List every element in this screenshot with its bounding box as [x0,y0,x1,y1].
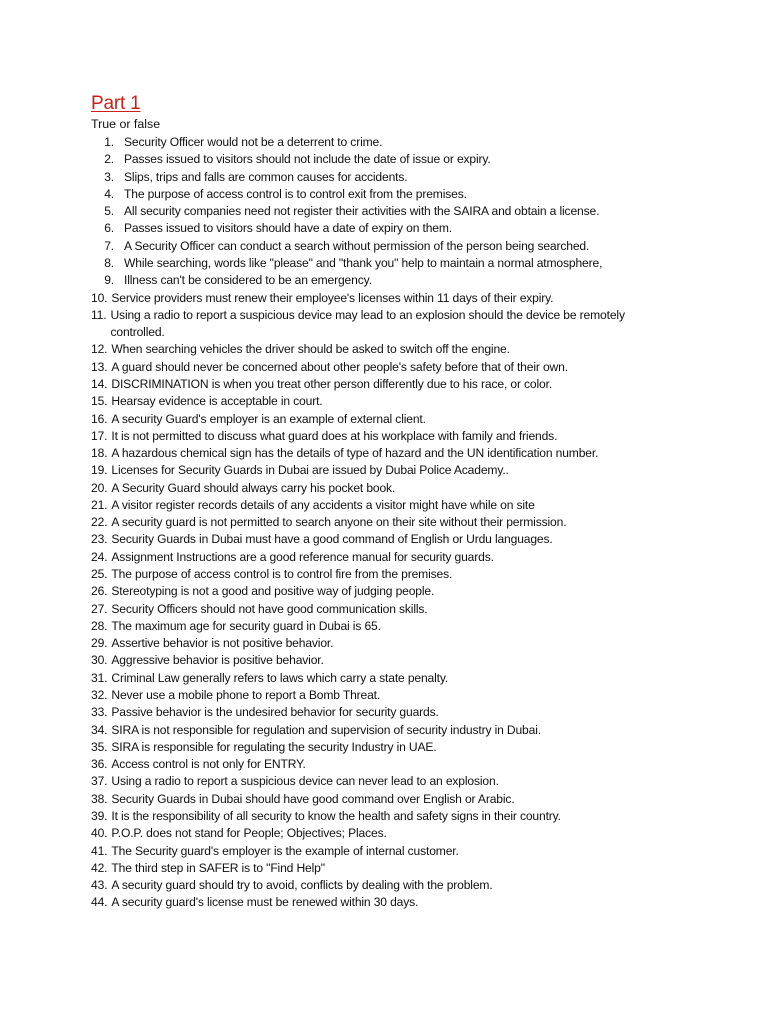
question-number: 21. [91,497,108,512]
question-text: The maximum age for security guard in Dubai is 65. [111,618,381,633]
question-item [91,220,681,237]
question-item [91,808,681,825]
question-number: 10. [91,290,108,305]
question-text: Hearsay evidence is acceptable in court. [111,394,323,409]
question-text: Passive behavior is the undesired behavior for security guards. [111,705,439,720]
question-item [91,151,681,168]
question-text: Passes issued to visitors should not include the date of issue or expiry. [124,152,491,167]
question-number: 25. [91,567,108,582]
question-text: A Security Guard should always carry his pocket book. [111,480,396,495]
question-number: 5. [104,204,114,219]
question-item [91,739,681,756]
question-item [91,359,681,376]
question-number: 30. [91,653,108,668]
question-item [91,186,681,203]
question-item [91,894,681,911]
part-heading: Part 1 [91,93,141,114]
question-item [91,462,681,479]
question-item [91,877,681,894]
question-number: 38. [91,791,108,806]
question-text: A hazardous chemical sign has the details of type of hazard and the UN identification number. [111,446,599,461]
question-item [91,238,681,255]
question-item [91,843,681,860]
question-text: DISCRIMINATION is when you treat other person differently due to his race, or color. [111,376,553,391]
question-item [91,722,681,739]
question-item [91,704,681,721]
question-text: A security guard's license must be renewed within 30 days. [111,895,419,910]
question-item [91,618,681,635]
question-text: Stereotyping is not a good and positive way of judging people. [111,584,435,599]
question-item [91,635,681,652]
question-item [91,255,681,272]
question-text: A security guard is not permitted to search anyone on their site without their permission. [111,515,567,530]
question-item [91,169,681,186]
question-text: The Security guard's employer is the example of internal customer. [111,843,459,858]
question-number: 24. [91,549,108,564]
question-text: Passes issued to visitors should have a date of expiry on them. [124,221,453,236]
question-text: A Security Officer can conduct a search without permission of the person being searched. [124,238,590,253]
question-text: SIRA is not responsible for regulation and supervision of security industry in Dubai. [111,722,541,737]
question-number: 18. [91,446,108,461]
question-item [91,601,681,618]
question-number: 34. [91,722,108,737]
question-number: 13. [91,359,108,374]
question-number: 44. [91,895,108,910]
question-item [91,497,681,514]
question-number: 31. [91,670,108,685]
question-number: 15. [91,394,108,409]
question-text: When searching vehicles the driver should be asked to switch off the engine. [111,342,510,357]
question-text: The purpose of access control is to control exit from the premises. [124,186,467,201]
question-item [91,290,681,307]
question-number: 36. [91,757,108,772]
question-text: Slips, trips and falls are common causes for accidents. [124,169,408,184]
question-number: 11. [91,307,107,322]
question-item [91,583,681,600]
question-number: 2. [104,152,114,167]
question-number: 12. [91,342,108,357]
question-text: The third step in SAFER is to "Find Help" [111,860,325,875]
question-text: A security Guard's employer is an example of external client. [111,411,426,426]
question-item [91,393,681,410]
question-item [91,670,681,687]
question-number: 35. [91,739,108,754]
question-list [91,134,681,912]
question-text: Security Officer would not be a deterrent to crime. [124,135,383,149]
question-number: 23. [91,532,108,547]
question-number: 32. [91,688,108,702]
question-item [91,531,681,548]
question-text: Assertive behavior is not positive behavior. [111,636,334,651]
question-item [91,860,681,877]
question-number: 27. [91,601,108,616]
question-text: Criminal Law generally refers to laws which carry a state penalty. [111,670,449,685]
question-number: 40. [91,826,108,841]
question-text: Security Officers should not have good communication skills. [111,601,428,616]
question-item [91,134,681,151]
question-text: Aggressive behavior is positive behavior. [111,653,324,668]
question-text: Licenses for Security Guards in Dubai are issued by Dubai Police Academy.. [111,463,509,478]
question-number: 6. [104,221,114,236]
question-number: 14. [91,376,108,391]
question-number: 3. [104,169,114,184]
question-item [91,549,681,566]
question-text: Illness can't be considered to be an emergency. [124,273,372,288]
question-number: 7. [104,238,114,253]
question-text: SIRA is responsible for regulating the security Industry in UAE. [111,739,437,754]
question-text: Service providers must renew their employee's licenses within 11 days of their expiry. [111,290,554,305]
question-item [91,445,681,462]
question-number: 17. [91,428,108,443]
question-number: 37. [91,774,108,789]
question-number: 22. [91,515,108,530]
question-text: It is the responsibility of all security to know the health and safety signs in their country. [111,808,561,823]
question-text: Security Guards in Dubai should have good command over English or Arabic. [111,791,515,806]
question-text: P.O.P. does not stand for People; Objectives; Places. [111,826,387,841]
question-item [91,514,681,531]
question-item [91,773,681,790]
question-item [91,203,681,220]
question-text: Using a radio to report a suspicious device may lead to an explosion should the device be remotely controlled. [110,307,625,340]
question-item [91,791,681,808]
question-number: 8. [104,255,114,270]
question-text: It is not permitted to discuss what guard does at his workplace with family and friends. [111,428,558,443]
question-item [91,566,681,583]
question-number: 28. [91,618,108,633]
question-number: 20. [91,480,108,495]
question-number: 9. [104,273,114,288]
question-number: 26. [91,584,108,599]
question-text: While searching, words like "please" and "thank you" help to maintain a normal atmosphere, [124,255,603,270]
question-item [91,341,681,358]
question-item [91,480,681,497]
question-number: 39. [91,808,108,823]
question-number: 41. [91,843,108,858]
question-item [91,652,681,669]
question-text: Access control is not only for ENTRY. [111,757,306,772]
question-text: The purpose of access control is to control fire from the premises. [111,567,453,582]
question-text: Security Guards in Dubai must have a good command of English or Urdu languages. [111,532,553,547]
question-item [91,376,681,393]
question-number: 19. [91,463,108,478]
question-text: Using a radio to report a suspicious device can never lead to an explosion. [111,774,499,789]
question-text: A guard should never be concerned about other people's safety before that of their own. [111,359,568,374]
question-number: 16. [91,411,108,426]
section-subheading: True or false [91,117,161,131]
question-item [91,411,681,428]
question-text: A security guard should try to avoid, conflicts by dealing with the problem. [111,878,493,893]
question-number: 42. [91,860,108,875]
question-text: A visitor register records details of any accidents a visitor might have while on site [111,497,535,512]
question-item [91,428,681,445]
question-text: Never use a mobile phone to report a Bomb Threat. [111,688,381,702]
question-item [91,825,681,842]
question-number: 4. [104,186,114,201]
question-number: 43. [91,878,108,893]
question-item [91,272,681,289]
question-item [91,687,681,704]
question-number: 33. [91,705,108,720]
question-item [91,756,681,773]
question-text: All security companies need not register their activities with the SAIRA and obtain a license. [124,204,600,219]
question-number: 29. [91,636,108,651]
question-text: Assignment Instructions are a good reference manual for security guards. [111,549,494,564]
question-number: 1. [104,135,114,149]
question-item [91,307,681,342]
